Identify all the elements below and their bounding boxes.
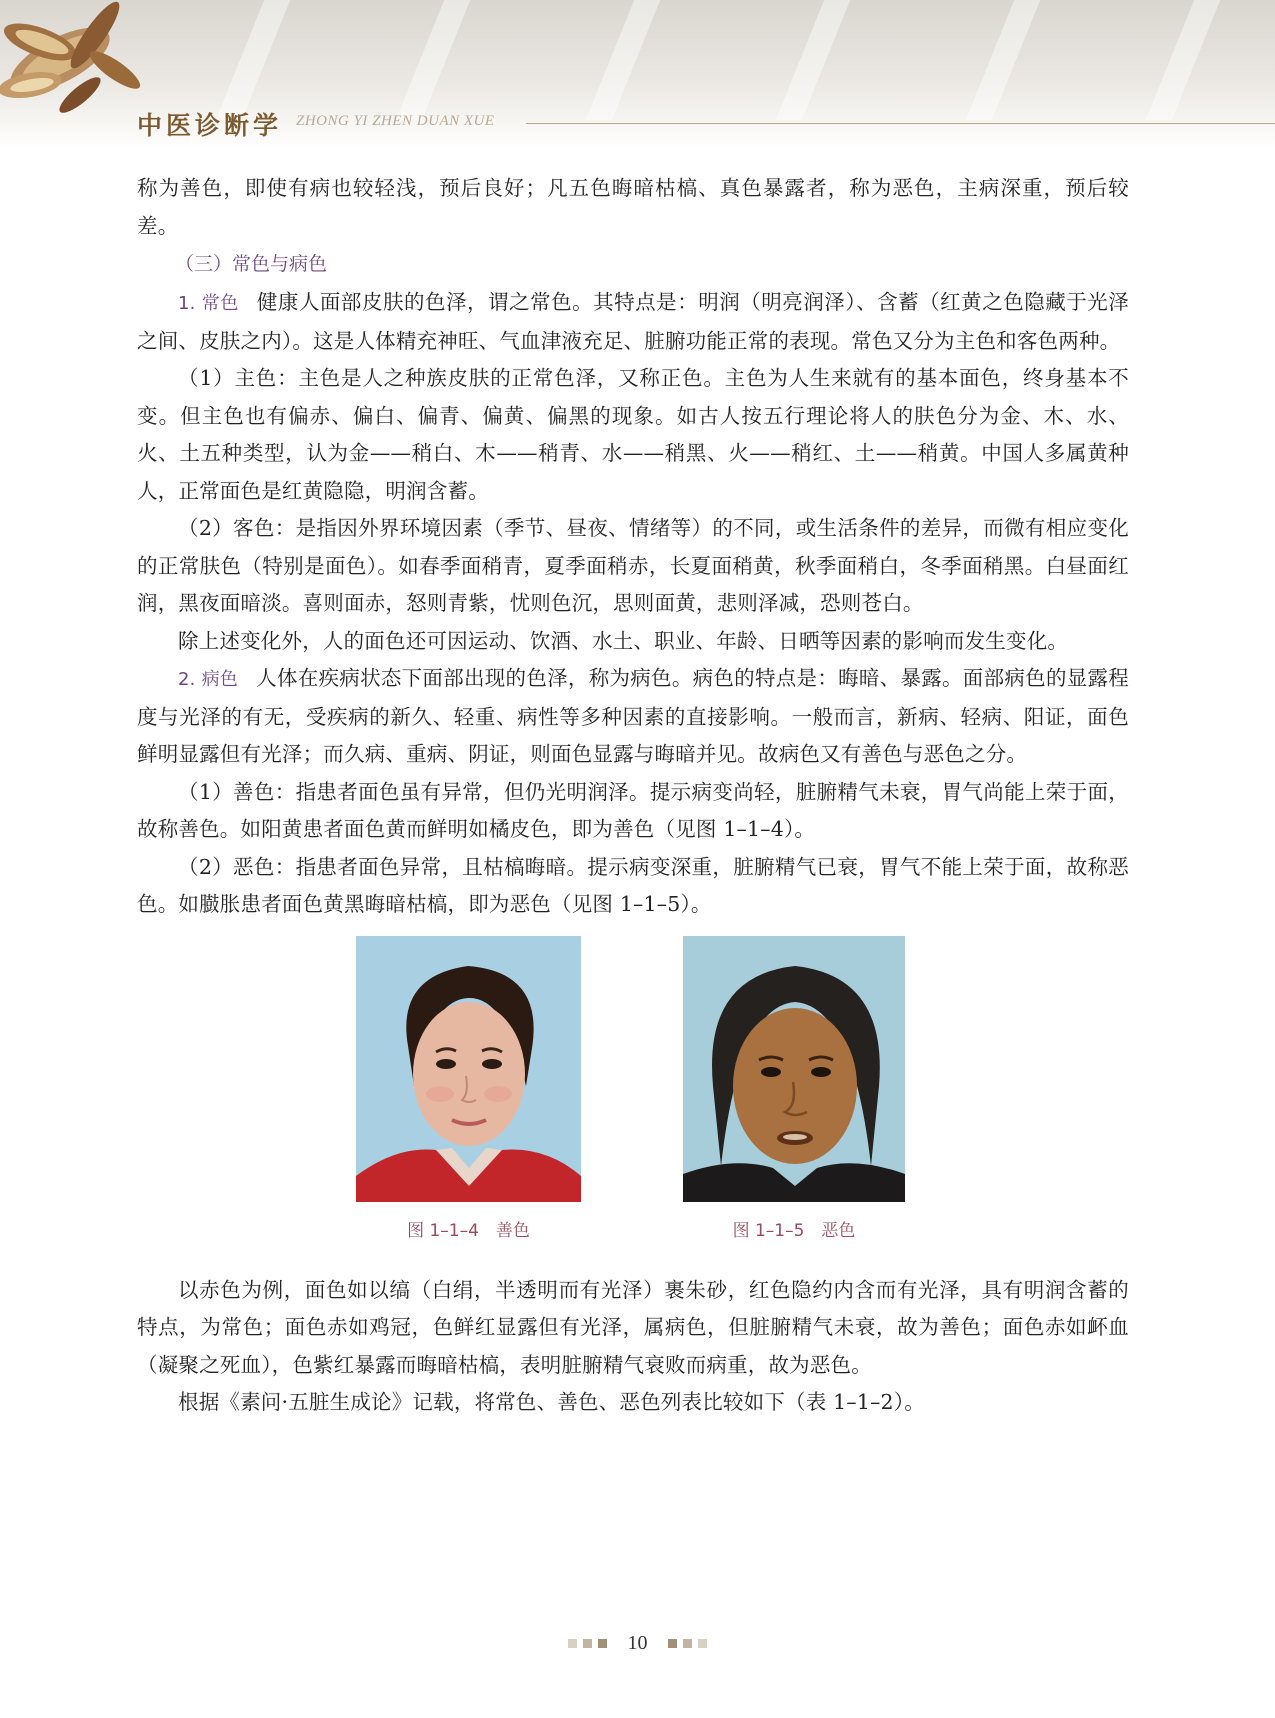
footer-dot <box>698 1639 707 1648</box>
paragraph: 除上述变化外，人的面色还可因运动、饮酒、水土、职业、年龄、日晒等因素的影响而发生变化。 <box>178 628 1069 653</box>
herb-slices-image <box>0 0 160 135</box>
figure <box>356 936 581 1241</box>
paragraph: （2）客色：是指因外界环境因素（季节、昼夜、情绪等）的不同，或生活条件的差异，而微有相应变化的正常肤色（特别是面色）。如春季面稍青，夏季面稍赤，长夏面稍黄，秋季面稍白，冬季面稍黑。白昼面红润，黑夜面暗淡。喜则面赤，怒则青紫，忧则色沉，思则面黄，悲则泽减，恐则苍白。 <box>137 516 1129 615</box>
figure-caption: 图 1–1–4 善色 <box>407 1220 530 1241</box>
header-rule <box>526 123 1275 124</box>
paragraph: （1）善色：指患者面色虽有异常，但仍光明润泽。提示病变尚轻，脏腑精气未衰，胃气尚能上荣于面，故称善色。如阳黄患者面色黄而鲜明如橘皮色，即为善色（见图 1–1–4）。 <box>137 779 1129 841</box>
figure-row <box>137 936 1129 1266</box>
footer-dot <box>568 1639 577 1648</box>
paragraph: （1）主色：主色是人之种族皮肤的正常色泽，又称正色。主色为人生来就有的基本面色，终身基本不变。但主色也有偏赤、偏白、偏青、偏黄、偏黑的现象。如古人按五行理论将人的肤色分为金、木、水、火、土五种类型，认为金——稍白、木——稍青、水——稍黑、火——稍红、土——稍黄。中国人多属黄种人，正常面色是红黄隐隐，明润含蓄。 <box>137 366 1129 503</box>
figure <box>683 936 905 1241</box>
footer-dot <box>598 1639 607 1648</box>
footer-dot <box>683 1639 692 1648</box>
page-number: 10 <box>627 1632 648 1654</box>
book-subtitle: ZHONG YI ZHEN DUAN XUE <box>296 113 495 129</box>
face-photo-bad-color <box>683 936 905 1202</box>
paragraph: 称为善色，即使有病也较轻浅，预后良好；凡五色晦暗枯槁、真色暴露者，称为恶色，主病深重，预后较差。 <box>137 176 1129 238</box>
paragraph: （2）恶色：指患者面色异常，且枯槁晦暗。提示病变深重，脏腑精气已衰，胃气不能上荣于面，故称恶色。如臌胀患者面色黄黑晦暗枯槁，即为恶色（见图 1–1–5）。 <box>137 854 1129 916</box>
paragraph-text: 健康人面部皮肤的色泽，谓之常色。其特点是：明润（明亮润泽）、含蓄（红黄之色隐藏于光泽之间、皮肤之内）。这是人体精充神旺、气血津液充足、脏腑功能正常的表现。常色又分为主色和客色两种。 <box>137 290 1129 353</box>
page-content <box>137 170 1129 1422</box>
footer-dot <box>583 1639 592 1648</box>
paragraph: 根据《素问·五脏生成论》记载，将常色、善色、恶色列表比较如下（表 1–1–2）。 <box>178 1390 925 1414</box>
term-label: 2. 病色 <box>178 669 239 690</box>
term-label: 1. 常色 <box>178 293 239 314</box>
paragraph-text: 人体在疾病状态下面部出现的色泽，称为病色。病色的特点是：晦暗、暴露。面部病色的显露程度与光泽的有无，受疾病的新久、轻重、病性等多种因素的直接影响。一般而言，新病、轻病、阳证，面色鲜明显露但有光泽；而久病、重病、阴证，则面色显露与晦暗并见。故病色又有善色与恶色之分。 <box>137 666 1129 766</box>
footer-dot <box>668 1639 677 1648</box>
paragraph: 以赤色为例，面色如以缟（白绢，半透明而有光泽）裹朱砂，红色隐约内含而有光泽，具有明润含蓄的特点，为常色；面色赤如鸡冠，色鲜红显露但有光泽，属病色，但脏腑精气未衰，故为善色；面色赤如衃血（凝聚之死血），色紫红暴露而晦暗枯槁，表明脏腑精气衰败而病重，故为恶色。 <box>137 1277 1129 1377</box>
page-footer <box>0 1632 1275 1655</box>
paragraph <box>137 660 1129 774</box>
book-title: 中医诊断学 <box>137 111 283 140</box>
section-heading: （三）常色与病色 <box>175 253 328 275</box>
paragraph <box>137 284 1129 360</box>
figure-caption: 图 1–1–5 恶色 <box>732 1220 856 1241</box>
face-photo-good-color <box>356 936 581 1202</box>
